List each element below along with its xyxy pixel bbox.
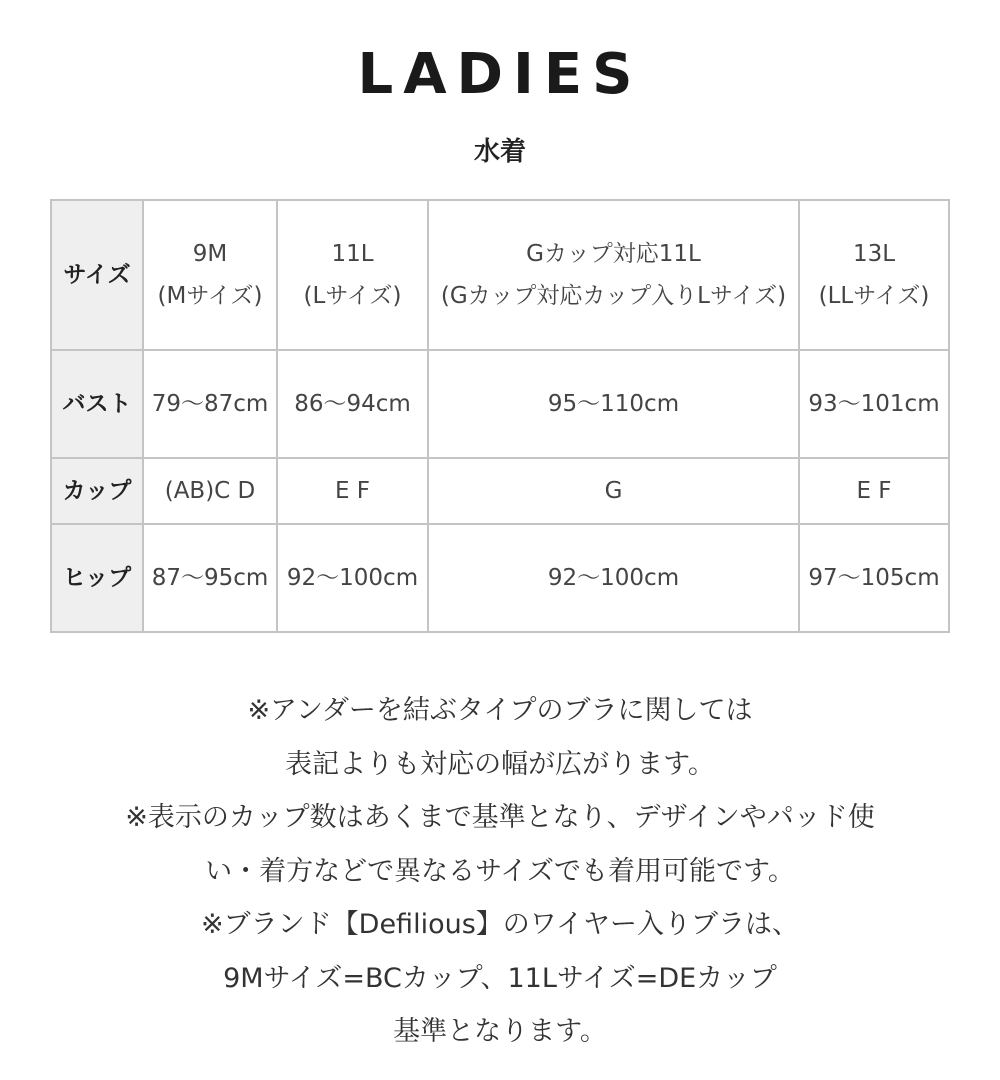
- note-line: ※ブランド【Defilious】のワイヤー入りブラは、: [201, 909, 799, 940]
- cell-text: 9M (Mサイズ): [157, 241, 263, 309]
- note-line: 表記よりも対応の幅が広がります。: [285, 748, 715, 780]
- cell-cup-11l: E F: [277, 458, 428, 524]
- cell-size-g11l: [428, 200, 799, 350]
- cell-text: 11L (Lサイズ): [303, 241, 402, 309]
- cell-hip-11l: 92〜100cm: [277, 524, 428, 632]
- table-row-bust: [51, 350, 949, 458]
- cell-cup-13l: E F: [799, 458, 949, 524]
- table-row-hip: [51, 524, 949, 632]
- cell-bust-9m: 79〜87cm: [143, 350, 277, 458]
- cell-text: Gカップ対応11L (Gカップ対応カップ入りLサイズ): [440, 241, 787, 309]
- cell-size-9m: [143, 200, 277, 350]
- cell-text: 13L (LLサイズ): [818, 241, 930, 309]
- page-subtitle: 水着: [473, 137, 526, 167]
- table-row-cup: [51, 458, 949, 524]
- note-line: い・着方などで異なるサイズでも着用可能です。: [205, 855, 795, 887]
- note-line: ※アンダーを結ぶタイプのブラに関しては: [247, 695, 753, 726]
- size-chart-table: [50, 199, 950, 633]
- row-header-hip: ヒップ: [51, 524, 143, 632]
- cell-cup-g11l: G: [428, 458, 799, 524]
- cell-bust-g11l: 95〜110cm: [428, 350, 799, 458]
- table-row-size: [51, 200, 949, 350]
- row-header-size: サイズ: [51, 200, 143, 350]
- page-title: LADIES: [357, 42, 643, 107]
- note-line: 基準となります。: [393, 1016, 607, 1047]
- size-notes: [30, 684, 970, 1059]
- cell-size-13l: [799, 200, 949, 350]
- cell-hip-g11l: 92〜100cm: [428, 524, 799, 632]
- row-header-bust: バスト: [51, 350, 143, 458]
- cell-bust-11l: 86〜94cm: [277, 350, 428, 458]
- note-line: ※表示のカップ数はあくまで基準となり、デザインやパッド使: [125, 802, 875, 833]
- cell-hip-9m: 87〜95cm: [143, 524, 277, 632]
- row-header-cup: カップ: [51, 458, 143, 524]
- cell-size-11l: [277, 200, 428, 350]
- note-line: 9Mサイズ=BCカップ、11Lサイズ=DEカップ: [223, 962, 777, 994]
- cell-cup-9m: (AB)C D: [143, 458, 277, 524]
- cell-hip-13l: 97〜105cm: [799, 524, 949, 632]
- cell-bust-13l: 93〜101cm: [799, 350, 949, 458]
